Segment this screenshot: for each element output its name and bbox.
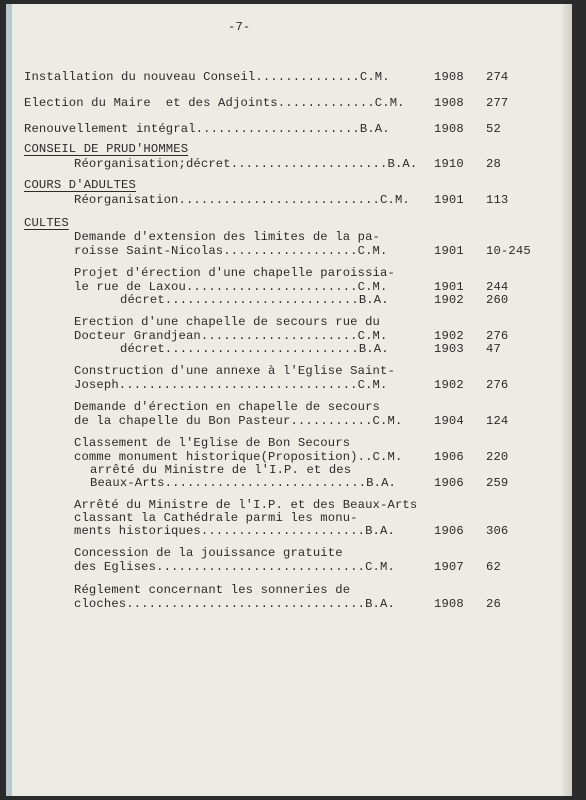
entry-year: 1901 bbox=[434, 244, 464, 258]
entry-reglement-line1: Réglement concernant les sonneries de bbox=[74, 583, 351, 597]
entry-year: 1901 bbox=[434, 193, 464, 207]
entry-year: 1903 bbox=[434, 342, 464, 356]
entry-year: 1906 bbox=[434, 524, 464, 538]
entry-demande-line2: roisse Saint-Nicolas..................C.M. bbox=[74, 244, 388, 258]
entry-year: 1907 bbox=[434, 560, 464, 574]
entry-election: Election du Maire et des Adjoints.............C.M. bbox=[24, 96, 405, 110]
entry-year: 1902 bbox=[434, 293, 464, 307]
entry-arrete-cathedrale-line3: ments historiques......................B.A. bbox=[74, 524, 395, 538]
entry-ref: 276 bbox=[486, 329, 509, 343]
entry-renouvellement: Renouvellement intégral......................B.A. bbox=[24, 122, 390, 136]
entry-ref: 26 bbox=[486, 597, 501, 611]
entry-erection-line2: Docteur Grandjean.....................C.M. bbox=[74, 329, 388, 343]
entry-ref: 259 bbox=[486, 476, 509, 490]
entry-construction-line1: Construction d'une annexe à l'Eglise Saint- bbox=[74, 364, 395, 378]
section-heading-conseil: CONSEIL DE PRUD'HOMMES bbox=[24, 142, 189, 156]
entry-year: 1902 bbox=[434, 378, 464, 392]
entry-ref: 276 bbox=[486, 378, 509, 392]
entry-projet-line1: Projet d'érection d'une chapelle paroissia- bbox=[74, 266, 395, 280]
entry-ref: 52 bbox=[486, 122, 501, 136]
entry-ref: 244 bbox=[486, 280, 509, 294]
entry-year: 1910 bbox=[434, 157, 464, 171]
section-heading-cours: COURS D'ADULTES bbox=[24, 178, 136, 192]
entry-ref: 306 bbox=[486, 524, 509, 538]
entry-construction-line2: Joseph................................C.M. bbox=[74, 378, 388, 392]
entry-erection-decret: décret..........................B.A. bbox=[120, 342, 389, 356]
entry-year: 1908 bbox=[434, 122, 464, 136]
entry-ref: 220 bbox=[486, 450, 509, 464]
entry-installation: Installation du nouveau Conseil..............C.M. bbox=[24, 70, 390, 84]
entry-classement-line1: Classement de l'Eglise de Bon Secours bbox=[74, 436, 351, 450]
entry-ref: 274 bbox=[486, 70, 509, 84]
entry-ref: 47 bbox=[486, 342, 501, 356]
entry-projet-line2: le rue de Laxou.......................C.M. bbox=[74, 280, 388, 294]
entry-concession-line2: des Eglises............................C.M. bbox=[74, 560, 395, 574]
page-number: -7- bbox=[228, 20, 251, 34]
entry-ref: 277 bbox=[486, 96, 509, 110]
entry-demande-erection-line2: de la chapelle du Bon Pasteur...........C.M. bbox=[74, 414, 403, 428]
entry-arrete-cathedrale-line1: Arrêté du Ministre de l'I.P. et des Beaux-Arts bbox=[74, 498, 418, 512]
entry-reorganisation: Réorganisation...........................C.M. bbox=[74, 193, 410, 207]
entry-ref: 124 bbox=[486, 414, 509, 428]
entry-reorganisation-decret: Réorganisation;décret.....................B.A. bbox=[74, 157, 418, 171]
entry-demande-line1: Demande d'extension des limites de la pa- bbox=[74, 230, 381, 244]
entry-erection-line1: Erection d'une chapelle de secours rue du bbox=[74, 315, 381, 329]
entry-reglement-line2: cloches................................B.A. bbox=[74, 597, 395, 611]
entry-ref: 260 bbox=[486, 293, 509, 307]
entry-year: 1908 bbox=[434, 70, 464, 84]
document-page bbox=[6, 4, 572, 796]
entry-year: 1901 bbox=[434, 280, 464, 294]
entry-year: 1906 bbox=[434, 476, 464, 490]
entry-year: 1908 bbox=[434, 597, 464, 611]
entry-concession-line1: Concession de la jouissance gratuite bbox=[74, 546, 343, 560]
entry-arrete-line2: Beaux-Arts...........................B.A. bbox=[90, 476, 397, 490]
entry-year: 1904 bbox=[434, 414, 464, 428]
entry-ref: 62 bbox=[486, 560, 501, 574]
entry-arrete-cathedrale-line2: classant la Cathédrale parmi les monu- bbox=[74, 511, 358, 525]
entry-ref: 113 bbox=[486, 193, 509, 207]
entry-year: 1906 bbox=[434, 450, 464, 464]
entry-arrete-line1: arrêté du Ministre de l'I.P. et des bbox=[90, 463, 352, 477]
entry-demande-erection-line1: Demande d'érection en chapelle de secours bbox=[74, 400, 381, 414]
entry-year: 1902 bbox=[434, 329, 464, 343]
section-heading-cultes: CULTES bbox=[24, 216, 69, 230]
entry-ref: 28 bbox=[486, 157, 501, 171]
entry-classement-line2: comme monument historique(Proposition)..C.M. bbox=[74, 450, 403, 464]
entry-projet-decret: décret..........................B.A. bbox=[120, 293, 389, 307]
entry-year: 1908 bbox=[434, 96, 464, 110]
entry-ref: 10-245 bbox=[486, 244, 531, 258]
